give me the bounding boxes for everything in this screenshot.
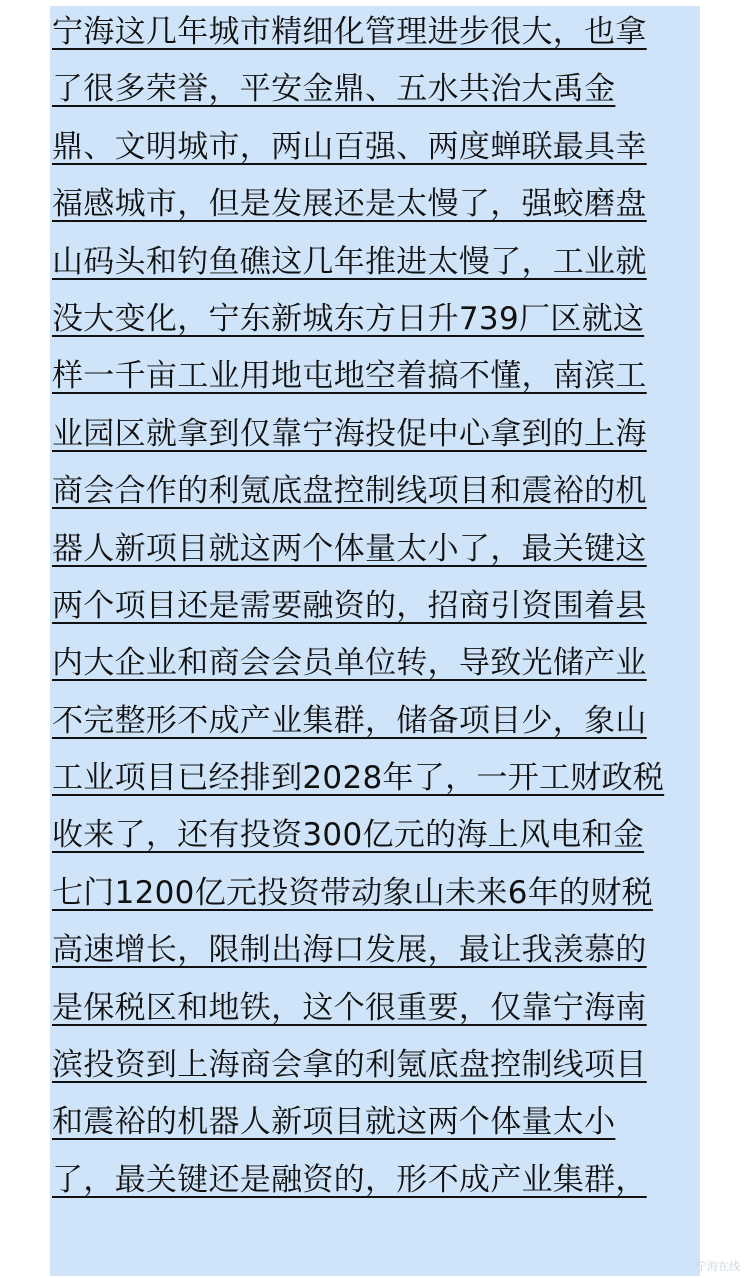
text-line bbox=[52, 6, 698, 63]
text-line-content: 内大企业和商会会员单位转，导致光储产业 bbox=[52, 645, 647, 682]
text-line bbox=[52, 809, 698, 866]
text-line bbox=[52, 465, 698, 522]
text-line bbox=[52, 924, 698, 981]
text-line bbox=[52, 1096, 698, 1153]
article-body[interactable] bbox=[52, 6, 698, 1211]
text-line-content: 收来了，还有投资300亿元的海上风电和金 bbox=[52, 817, 645, 854]
text-line-content: 器人新项目就这两个体量太小了，最关键这 bbox=[52, 530, 647, 567]
text-line bbox=[52, 1039, 698, 1096]
text-line bbox=[52, 867, 698, 924]
text-line-content: 了，最关键还是融资的，形不成产业集群， bbox=[52, 1161, 647, 1198]
text-line-content: 两个项目还是需要融资的，招商引资围着县 bbox=[52, 587, 647, 624]
text-line-content: 高速增长，限制出海口发展，最让我羡慕的 bbox=[52, 932, 647, 969]
text-line-content: 工业项目已经排到2028年了，一开工财政税 bbox=[52, 760, 665, 797]
text-line bbox=[52, 637, 698, 694]
text-line bbox=[52, 580, 698, 637]
text-line bbox=[52, 982, 698, 1039]
text-line bbox=[52, 408, 698, 465]
text-line bbox=[52, 121, 698, 178]
text-line bbox=[52, 1154, 698, 1211]
text-line-content: 滨投资到上海商会拿的利氪底盘控制线项目 bbox=[52, 1047, 647, 1084]
text-line-content: 没大变化，宁东新城东方日升739厂区就这 bbox=[52, 300, 645, 337]
text-line bbox=[52, 178, 698, 235]
text-line-content: 是保税区和地铁，这个很重要，仅靠宁海南 bbox=[52, 989, 647, 1026]
text-line-content: 样一千亩工业用地屯地空着搞不懂，南滨工 bbox=[52, 358, 647, 395]
text-line bbox=[52, 695, 698, 752]
text-line-content: 商会合作的利氪底盘控制线项目和震裕的机 bbox=[52, 473, 647, 510]
text-line-content: 鼎、文明城市，两山百强、两度蝉联最具幸 bbox=[52, 128, 647, 165]
text-line-content: 山码头和钓鱼礁这几年推进太慢了，工业就 bbox=[52, 243, 647, 280]
text-line bbox=[52, 236, 698, 293]
text-line-content: 业园区就拿到仅靠宁海投促中心拿到的上海 bbox=[52, 415, 647, 452]
text-line bbox=[52, 63, 698, 120]
text-line-content: 七门1200亿元投资带动象山未来6年的财税 bbox=[52, 874, 653, 911]
text-line-content: 和震裕的机器人新项目就这两个体量太小 bbox=[52, 1104, 616, 1141]
text-line-content: 了很多荣誉，平安金鼎、五水共治大禹金 bbox=[52, 71, 616, 108]
text-line-content: 福感城市，但是发展还是太慢了，强蛟磨盘 bbox=[52, 186, 647, 223]
text-line bbox=[52, 752, 698, 809]
text-line-content: 不完整形不成产业集群，储备项目少，象山 bbox=[52, 702, 647, 739]
text-line-content: 宁海这几年城市精细化管理进步很大，也拿 bbox=[52, 14, 647, 50]
text-line bbox=[52, 293, 698, 350]
text-line bbox=[52, 350, 698, 407]
text-line bbox=[52, 523, 698, 580]
watermark: 宁海在线 bbox=[696, 1260, 740, 1273]
